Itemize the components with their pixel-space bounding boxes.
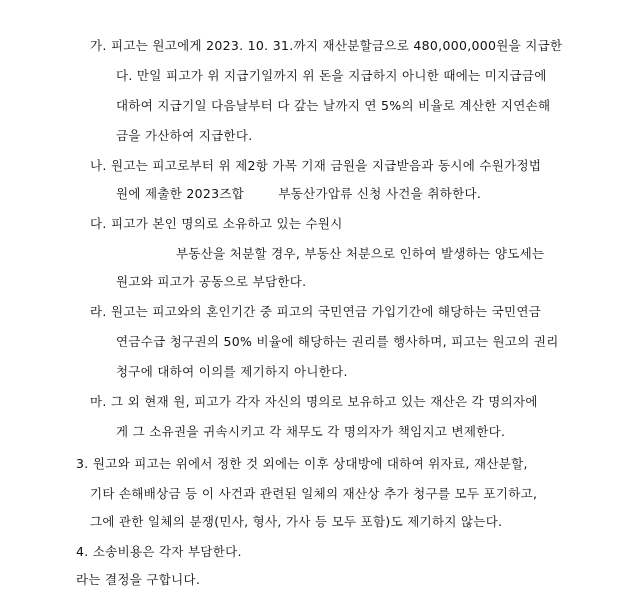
item-da-text-1: 피고가 본인 명의로 소유하고 있는 수원시: [110, 216, 343, 231]
item-ra-line-3: 청구에 대하여 이의를 제기하지 아니한다.: [116, 364, 348, 379]
item-3-text-1: 원고와 피고는 위에서 정한 것 외에는 이후 상대방에 대하여 위자료, 재산분할,: [92, 456, 528, 471]
item-ra-line-2: 연금수급 청구권의 50% 비율에 해당하는 권리를 행사하며, 피고는 원고의 권리: [116, 334, 559, 349]
item-ga-line-3: 대하여 지급기일 다음날부터 다 갚는 날까지 연 5%의 비율로 계산한 지연손해: [116, 98, 551, 113]
item-ra-marker: 라.: [90, 304, 107, 319]
item-na-line-1: [90, 158, 541, 174]
closing-sentence: 라는 결정을 구합니다.: [76, 572, 201, 587]
item-3-line-1: [76, 456, 528, 472]
item-na-marker: 나.: [90, 158, 107, 173]
item-ra-text-1: 원고는 피고와의 혼인기간 중 피고의 국민연금 가입기간에 해당하는 국민연금: [110, 304, 542, 319]
item-3-line-3: 그에 관한 일체의 분쟁(민사, 형사, 가사 등 모두 포함)도 제기하지 않는다.: [90, 514, 503, 529]
item-4-line-1: [76, 544, 242, 560]
item-na-line-2: 원에 제출한 2023즈합 부동산가압류 신청 사건을 취하한다.: [116, 186, 482, 201]
item-ma-line-1: [90, 394, 538, 410]
item-ga-text-1: 피고는 원고에게 2023. 10. 31.까지 재산분할금으로 480,000,000원을 지급한: [110, 38, 563, 53]
item-ga-marker: 가.: [90, 38, 107, 53]
item-ga-line-1: [90, 38, 562, 54]
item-3-line-2: 기타 손해배상금 등 이 사건과 관련된 일체의 재산상 추가 청구를 모두 포기하고,: [90, 486, 538, 501]
item-4-marker: 4.: [76, 544, 89, 559]
item-ma-text-1: 그 외 현재 원, 피고가 각자 자신의 명의로 보유하고 있는 재산은 각 명의자에: [110, 394, 538, 409]
item-da-line-2: 부동산을 처분할 경우, 부동산 처분으로 인하여 발생하는 양도세는: [176, 246, 545, 261]
item-ma-marker: 마.: [90, 394, 107, 409]
item-da-line-1: [90, 216, 343, 232]
item-ga-line-2: 다. 만일 피고가 위 지급기일까지 위 돈을 지급하지 아니한 때에는 미지급금에: [116, 68, 547, 83]
item-da-marker: 다.: [90, 216, 107, 231]
item-na-text-1: 원고는 피고로부터 위 제2항 가목 기재 금원을 지급받음과 동시에 수원가정법: [110, 158, 542, 173]
item-da-line-3: 원고와 피고가 공동으로 부담한다.: [116, 274, 307, 289]
item-ma-line-2: 게 그 소유권을 귀속시키고 각 채무도 각 명의자가 책임지고 변제한다.: [116, 424, 506, 439]
item-3-marker: 3.: [76, 456, 89, 471]
item-4-text-1: 소송비용은 각자 부담한다.: [92, 544, 242, 559]
item-ga-line-4: 금을 가산하여 지급한다.: [116, 128, 253, 143]
item-ra-line-1: [90, 304, 541, 320]
